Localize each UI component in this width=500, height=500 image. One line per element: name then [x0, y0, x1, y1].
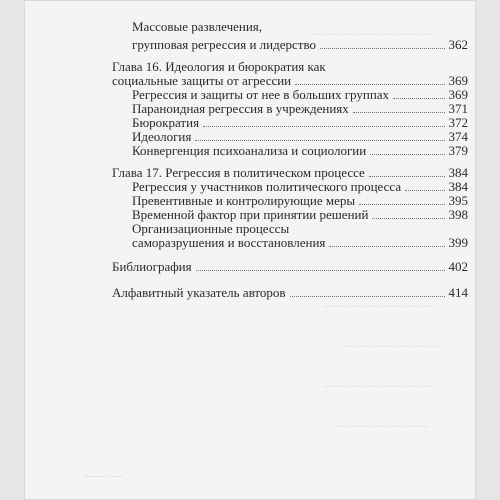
toc-entry: Превентивные и контролирующие меры 395: [132, 193, 468, 208]
book-page: — — — — — — — — — — — — — — — — — — — — — — — — — — — — — — — — — — — — — — — — — — Массовые развлечения, групповая регрессия и лидерство 362 Глава 16. Идеология и бюрократия как социальные защиты от агрессии 369 Регрессия и защиты от нее в больших группах 369 Параноидная регрессия в учреждениях 371 Бюрократия 372 Идеология 374 Конвергенция психоанализа и социологии 379 Глава 17. Регрессия в политическом процессе 384 Регрессия у участников политического процесса 384 Превентивные и контролирующие меры 395 Временной фактор при принятии решений 398 Организационные процессы саморазрушения и восстановления 399 Библиография 402 Алфавитный указатель авторов 414: [24, 0, 476, 500]
toc-entry: Параноидная регрессия в учреждениях 371: [132, 101, 468, 116]
bibliography-entry: Библиография 402: [112, 259, 468, 274]
toc-entry: групповая регрессия и лидерство 362: [132, 37, 468, 52]
toc-entry: саморазрушения и восстановления 399: [132, 235, 468, 250]
toc-entry: Бюрократия 372: [132, 115, 468, 130]
toc-entry: Конвергенция психоанализа и социологии 379: [132, 143, 468, 158]
toc-entry: Идеология 374: [132, 129, 468, 144]
toc-entry: Массовые развлечения,: [132, 19, 263, 34]
author-index-entry: Алфавитный указатель авторов 414: [112, 285, 468, 300]
toc-entry: Временной фактор при принятии решений 398: [132, 207, 468, 222]
toc-entry: Организационные процессы: [132, 221, 290, 236]
chapter-heading: Глава 17. Регрессия в политическом процессе 384: [112, 165, 468, 180]
chapter-heading: Глава 16. Идеология и бюрократия как: [112, 59, 326, 74]
table-of-contents: [24, 0, 476, 500]
chapter-heading: социальные защиты от агрессии 369: [112, 73, 468, 88]
toc-entry: Регрессия у участников политического процесса 384: [132, 179, 468, 194]
toc-entry: Регрессия и защиты от нее в больших группах 369: [132, 87, 468, 102]
